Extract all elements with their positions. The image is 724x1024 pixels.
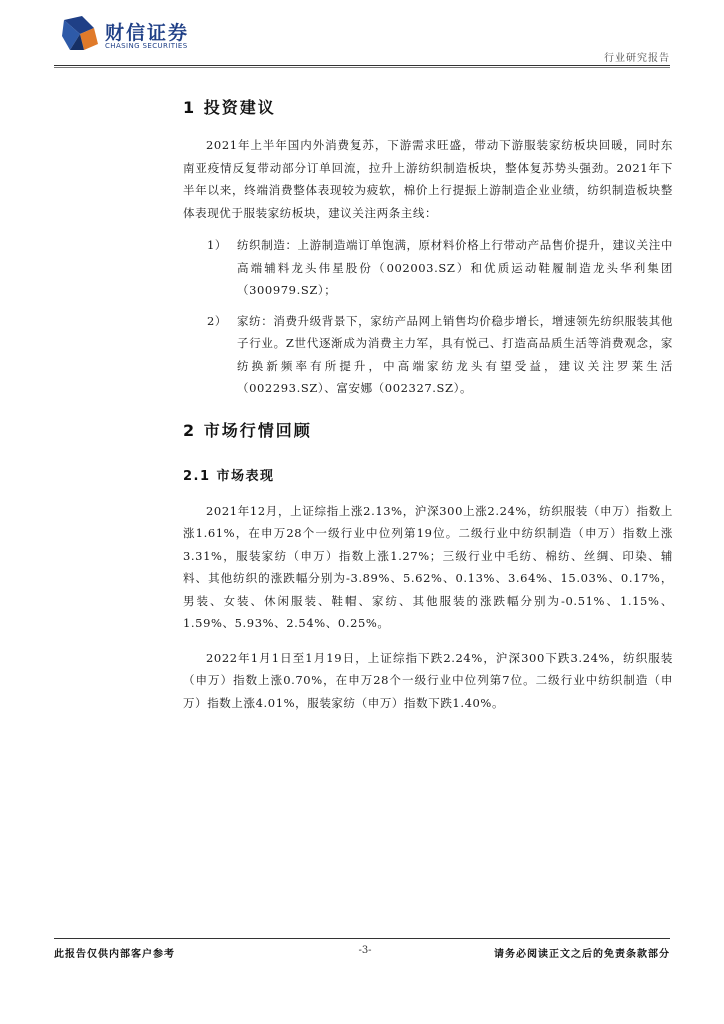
chasing-securities-logo-icon [60, 14, 100, 54]
recommendation-number: 1） [207, 238, 228, 252]
section-title-investment-advice: 1 投资建议 [183, 98, 276, 117]
page-number: -3- [358, 945, 372, 956]
footer-divider [54, 938, 670, 939]
market-performance-paragraph-january: 2022年1月1日至1月19日，上证综指下跌2.24%，沪深300下跌3.24%，纺织服装（申万）指数上涨0.70%，在申万28个一级行业中位列第7位。二级行业中纺织制造（申万）指数上涨4.01%，服装家纺（申万）指数下跌1.40%。 [183, 650, 673, 710]
brand-name: 财信证券 [105, 22, 190, 44]
page-header [0, 0, 724, 70]
recommendation-item [183, 234, 673, 302]
subsection-title-market-performance: 2.1 市场表现 [183, 468, 275, 484]
header-divider [54, 65, 670, 66]
investment-intro-paragraph: 2021年上半年国内外消费复苏，下游需求旺盛，带动下游服装家纺板块回暖，同时东南亚疫情反复带动部分订单回流，拉升上游纺织制造板块，整体复苏势头强劲。2021年下半年以来，终端消费整体表现较为疲软，棉价上行提振上游制造企业业绩，纺织制造板块整体表现优于服装家纺板块，建议关注两条主线： [183, 138, 673, 220]
recommendation-text: 家纺：消费升级背景下，家纺产品网上销售均价稳步增长，增速领先纺织服装其他子行业。Z世代逐渐成为消费主力军，具有悦己、打造高品质生活等消费观念，家纺换新频率有所提升，中高端家纺龙头有望受益，建议关注罗莱生活（002293.SZ）、富安娜（002327.SZ）。 [237, 313, 673, 395]
section-title-market-review: 2 市场行情回顾 [183, 420, 312, 440]
market-performance-paragraph-december: 2021年12月，上证综指上涨2.13%，沪深300上涨2.24%，纺织服装（申万）指数上涨1.61%，在申万28个一级行业中位列第19位。二级行业中纺织制造（申万）指数上涨3.31%，服装家纺（申万）指数上涨1.27%；三级行业中毛纺、棉纺、丝绸、印染、辅料、其他纺织的涨跌幅分别为-3.89%、5.62%、0.13%、3.64%、15.03%、0.17%，男装、女装、休闲服装、鞋帽、家纺、其他服装的涨跌幅分别为-0.51%、1.15%、1.59%、5.93%、2.54%、0.25%。 [183, 503, 673, 630]
recommendation-item [183, 310, 673, 400]
report-type-label: 行业研究报告 [604, 53, 670, 64]
footer-disclaimer-right: 请务必阅读正文之后的免责条款部分 [494, 949, 670, 960]
header-divider-thin [54, 67, 670, 68]
recommendation-number: 2） [207, 313, 228, 328]
company-logo [60, 14, 210, 56]
document-body [183, 95, 673, 714]
brand-subtitle: CHASING SECURITIES [105, 42, 188, 50]
footer-disclaimer-left: 此报告仅供内部客户参考 [54, 949, 175, 960]
recommendation-text: 纺织制造：上游制造端订单饱满，原材料价格上行带动产品售价提升，建议关注中高端辅料龙头伟星股份（002003.SZ）和优质运动鞋履制造龙头华利集团（300979.SZ）； [237, 238, 673, 297]
